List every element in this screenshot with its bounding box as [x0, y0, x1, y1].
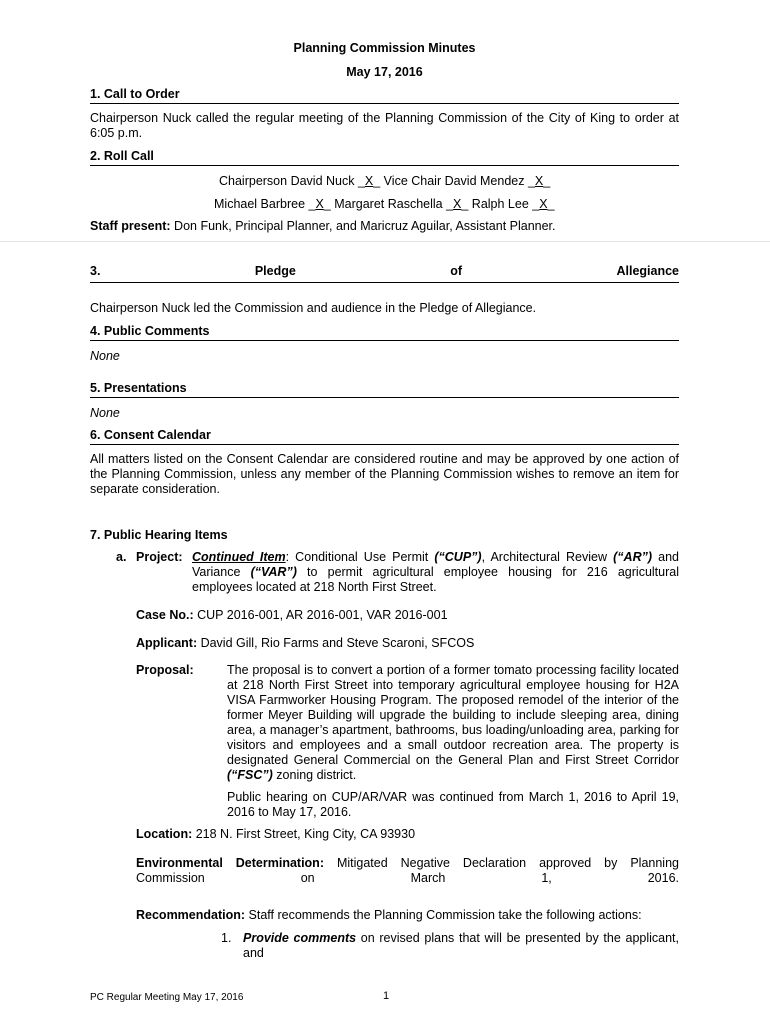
applicant: Applicant: David Gill, Rio Farms and Steve Scaroni, SFCOS — [136, 636, 475, 650]
pledge-rule — [90, 282, 679, 283]
project-label: Project: — [136, 550, 183, 564]
roll-call-line-2: Michael Barbree _X_ Margaret Raschella _X_ Ralph Lee _X_ — [214, 197, 555, 211]
recommendation: Recommendation: Staff recommends the Planning Commission take the following actions: — [136, 908, 642, 922]
staff-present: Staff present: Don Funk, Principal Planner, and Maricruz Aguilar, Assistant Planner. — [90, 219, 556, 233]
public-comments-text: None — [90, 349, 120, 363]
project-description: Continued Item: Conditional Use Permit (“CUP”), Architectural Review (“AR”) and Variance (“VAR”) to permit agricultural employee housing for 216 agricultural employees located at 218 North First Street. — [192, 550, 679, 594]
section-presentations-heading: 5. Presentations — [90, 381, 679, 398]
call-to-order-text: Chairperson Nuck called the regular meeting of the Planning Commission of the City of King to order at 6:05 p.m. — [90, 111, 679, 140]
footer-meeting-label: PC Regular Meeting May 17, 2016 — [90, 992, 244, 1003]
section-public-comments-heading: 4. Public Comments — [90, 324, 679, 341]
document-title: Planning Commission Minutes — [293, 41, 476, 55]
item-letter: a. — [116, 550, 127, 564]
proposal-continuation-text: Public hearing on CUP/AR/VAR was continued from March 1, 2016 to April 19, 2016 to May 17, 2016. — [227, 790, 679, 819]
proposal-text: The proposal is to convert a portion of a former tomato processing facility located at 218 North First Street into temporary agricultural employee housing for H2A VISA Farmworker Housing Program. The proposed remodel of the interior of the former Meyer Building will upgrade the building to include sleeping area, dining area, a manager’s apartment, bathrooms, bus loading/unloading area, parking for visitors and employees and a small outdoor recreation area. The property is designated General Commercial on the General Plan and First Street Corridor (“FSC”) zoning district. — [227, 663, 679, 782]
roll-call-line-1: Chairperson David Nuck _X_ Vice Chair David Mendez _X_ — [219, 174, 551, 188]
section-pledge-heading: 3. Pledge of Allegiance — [90, 264, 679, 278]
section-public-hearing-heading: 7. Public Hearing Items — [90, 528, 228, 542]
section-roll-call-heading: 2. Roll Call — [90, 149, 679, 166]
section-call-to-order-heading: 1. Call to Order — [90, 87, 679, 104]
rec-item-number: 1. — [221, 931, 232, 945]
rec-item-text: Provide comments on revised plans that will be presented by the applicant, and — [243, 931, 680, 960]
document-date: May 17, 2016 — [346, 65, 423, 79]
section-consent-calendar-heading: 6. Consent Calendar — [90, 428, 679, 445]
proposal-label: Proposal: — [136, 663, 194, 677]
pledge-text: Chairperson Nuck led the Commission and audience in the Pledge of Allegiance. — [90, 301, 537, 315]
page-separator — [0, 241, 770, 242]
consent-calendar-text: All matters listed on the Consent Calendar are considered routine and may be approved by one action of the Planning Commission, unless any member of the Planning Commission wishes to remove an item for separate consideration. — [90, 452, 679, 496]
case-number: Case No.: CUP 2016-001, AR 2016-001, VAR 2016-001 — [136, 608, 448, 622]
location: Location: 218 N. First Street, King City, CA 93930 — [136, 827, 416, 841]
presentations-text: None — [90, 406, 120, 420]
environmental-determination: Environmental Determination: Mitigated Negative Declaration approved by Planning Commission on March 1, 2016. — [136, 856, 679, 885]
footer-page-number: 1 — [383, 990, 390, 1002]
